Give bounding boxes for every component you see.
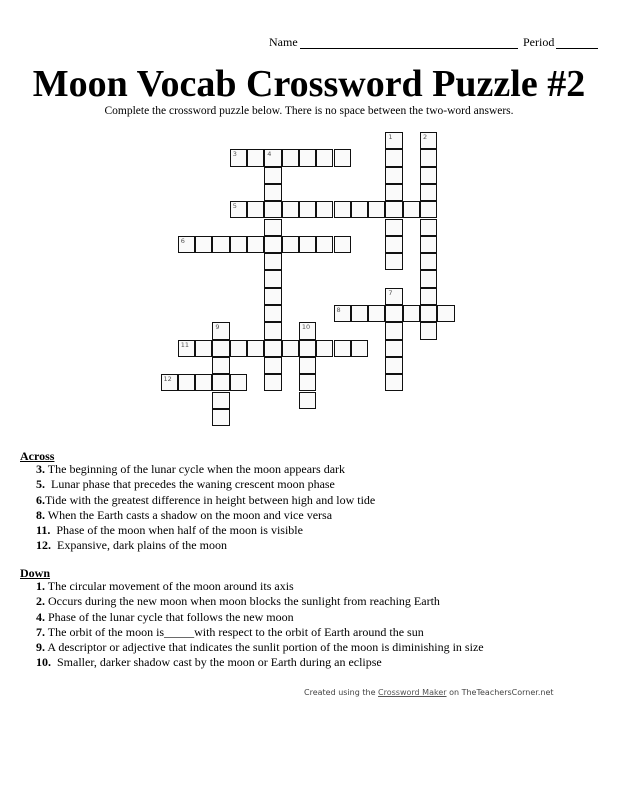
grid-cell[interactable]	[385, 167, 402, 184]
down-clues	[36, 579, 484, 671]
grid-cell[interactable]	[351, 201, 368, 218]
clue-item-text: Phase of the lunar cycle that follows the new moon	[45, 609, 294, 624]
grid-cell[interactable]	[178, 236, 195, 253]
grid-cell[interactable]	[334, 201, 351, 218]
grid-cell[interactable]	[316, 340, 333, 357]
clue-item	[36, 594, 484, 609]
name-field[interactable]	[300, 48, 518, 49]
grid-cell[interactable]	[212, 236, 229, 253]
clue-item-number: 2.	[36, 594, 45, 609]
clue-item-text: Phase of the moon when half of the moon is visible	[50, 523, 303, 538]
clue-item-text: A descriptor or adjective that indicates the sunlit portion of the moon is diminishing in size	[45, 640, 484, 655]
grid-cell[interactable]	[385, 201, 402, 218]
grid-cell[interactable]	[247, 340, 264, 357]
grid-cell[interactable]	[420, 132, 437, 149]
grid-cell[interactable]	[385, 340, 402, 357]
grid-cell[interactable]	[195, 374, 212, 391]
clue-item-text: The orbit of the moon is_____with respect to the orbit of Earth around the sun	[45, 624, 424, 639]
grid-cell[interactable]	[385, 149, 402, 166]
clue-item-text: The beginning of the lunar cycle when the moon appears dark	[45, 462, 346, 476]
clue-item-number: 5.	[36, 477, 45, 492]
grid-cell[interactable]	[230, 149, 247, 166]
clue-item-number: 6.	[36, 492, 45, 507]
grid-cell[interactable]	[212, 374, 229, 391]
grid-cell[interactable]	[385, 132, 402, 149]
clue-item-number: 11.	[36, 523, 51, 538]
grid-cell[interactable]	[420, 149, 437, 166]
grid-cell[interactable]	[351, 305, 368, 322]
grid-cell[interactable]	[351, 340, 368, 357]
clue-item-number: 7.	[36, 624, 45, 639]
grid-cell[interactable]	[437, 305, 454, 322]
grid-cell[interactable]	[420, 253, 437, 270]
grid-cell[interactable]	[230, 236, 247, 253]
down-heading: Down	[20, 566, 51, 580]
clue-number: 11	[180, 340, 190, 349]
grid-cell[interactable]	[230, 340, 247, 357]
grid-cell[interactable]	[264, 219, 281, 236]
clue-item-number: 10.	[36, 655, 51, 670]
grid-cell[interactable]	[420, 167, 437, 184]
grid-cell[interactable]	[264, 357, 281, 374]
grid-cell[interactable]	[385, 288, 402, 305]
clue-number: 12	[163, 375, 172, 384]
grid-cell[interactable]	[403, 201, 420, 218]
grid-cell[interactable]	[420, 288, 437, 305]
grid-cell[interactable]	[195, 340, 212, 357]
grid-cell[interactable]	[385, 236, 402, 253]
crossword-maker-link[interactable]: Crossword Maker	[378, 688, 447, 697]
grid-cell[interactable]	[334, 149, 351, 166]
clue-item-text: The circular movement of the moon around its axis	[45, 579, 294, 593]
grid-cell[interactable]	[264, 322, 281, 339]
grid-cell[interactable]	[212, 392, 229, 409]
clue-item-text: Expansive, dark plains of the moon	[51, 538, 227, 553]
clue-item	[36, 625, 484, 640]
clue-item-text: Tide with the greatest difference in height between high and low tide	[45, 492, 376, 507]
clue-item-number: 1.	[36, 579, 45, 593]
grid-cell[interactable]	[264, 149, 281, 166]
clue-number: 3	[232, 150, 237, 159]
clue-item-number: 4.	[36, 609, 45, 624]
grid-cell[interactable]	[299, 149, 316, 166]
grid-cell[interactable]	[368, 305, 385, 322]
grid-cell[interactable]	[299, 201, 316, 218]
grid-cell[interactable]	[385, 374, 402, 391]
grid-cell[interactable]	[212, 357, 229, 374]
period-label: Period	[523, 35, 555, 49]
grid-cell[interactable]	[212, 409, 229, 426]
across-heading: Across	[20, 449, 55, 463]
grid-cell[interactable]	[282, 340, 299, 357]
crossword-grid	[161, 132, 481, 432]
grid-cell[interactable]	[264, 184, 281, 201]
grid-cell[interactable]	[282, 236, 299, 253]
grid-cell[interactable]	[264, 201, 281, 218]
grid-cell[interactable]	[299, 322, 316, 339]
clue-item	[36, 508, 375, 523]
grid-cell[interactable]	[264, 270, 281, 287]
clue-item	[36, 477, 375, 492]
grid-cell[interactable]	[212, 322, 229, 339]
grid-cell[interactable]	[420, 219, 437, 236]
grid-cell[interactable]	[403, 305, 420, 322]
grid-cell[interactable]	[178, 340, 195, 357]
grid-cell[interactable]	[385, 184, 402, 201]
grid-cell[interactable]	[334, 305, 351, 322]
instructions: Complete the crossword puzzle below. There is no space between the two-word answers.	[104, 105, 514, 117]
grid-cell[interactable]	[420, 270, 437, 287]
grid-cell[interactable]	[247, 236, 264, 253]
clue-item	[36, 523, 375, 538]
grid-cell[interactable]	[316, 149, 333, 166]
grid-cell[interactable]	[420, 322, 437, 339]
clue-number: 10	[301, 323, 311, 332]
grid-cell[interactable]	[299, 374, 316, 391]
grid-cell[interactable]	[334, 340, 351, 357]
grid-cell[interactable]	[385, 219, 402, 236]
grid-cell[interactable]	[264, 236, 281, 253]
grid-cell[interactable]	[420, 184, 437, 201]
grid-cell[interactable]	[230, 374, 247, 391]
grid-cell[interactable]	[299, 340, 316, 357]
grid-cell[interactable]	[264, 305, 281, 322]
name-label: Name	[269, 35, 298, 49]
grid-cell[interactable]	[161, 374, 178, 391]
grid-cell[interactable]	[420, 201, 437, 218]
grid-cell[interactable]	[420, 305, 437, 322]
grid-cell[interactable]	[299, 357, 316, 374]
footer-suffix: on TheTeachersCorner.net	[446, 688, 554, 697]
clue-item	[36, 493, 375, 508]
grid-cell[interactable]	[264, 288, 281, 305]
clue-number: 4	[267, 150, 272, 159]
grid-cell[interactable]	[282, 201, 299, 218]
period-field[interactable]	[556, 48, 598, 49]
grid-cell[interactable]	[264, 253, 281, 270]
grid-cell[interactable]	[264, 374, 281, 391]
grid-cell[interactable]	[264, 340, 281, 357]
clue-number: 8	[336, 306, 341, 314]
clue-item-number: 8.	[36, 507, 45, 522]
clue-item-text: Smaller, darker shadow cast by the moon or Earth during an eclipse	[51, 655, 382, 670]
clue-item-text: Lunar phase that precedes the waning crescent moon phase	[45, 477, 335, 492]
clue-item-number: 3.	[36, 462, 45, 476]
grid-cell[interactable]	[282, 149, 299, 166]
grid-cell[interactable]	[368, 201, 385, 218]
grid-cell[interactable]	[178, 374, 195, 391]
grid-cell[interactable]	[247, 149, 264, 166]
clue-item-text: When the Earth casts a shadow on the moon and vice versa	[45, 507, 333, 522]
grid-cell[interactable]	[420, 236, 437, 253]
grid-cell[interactable]	[212, 340, 229, 357]
grid-cell[interactable]	[195, 236, 212, 253]
grid-cell[interactable]	[299, 392, 316, 409]
grid-cell[interactable]	[385, 322, 402, 339]
across-clues	[36, 462, 375, 554]
grid-cell[interactable]	[385, 357, 402, 374]
grid-cell[interactable]	[264, 167, 281, 184]
grid-cell[interactable]	[334, 236, 351, 253]
clue-item	[36, 655, 484, 670]
grid-cell[interactable]	[316, 236, 333, 253]
clue-item	[36, 462, 375, 477]
clue-number: 9	[215, 323, 220, 332]
clue-number: 1	[388, 133, 393, 141]
clue-item-number: 9.	[36, 640, 45, 655]
clue-number: 5	[232, 202, 237, 211]
clue-item	[36, 579, 484, 594]
grid-cell[interactable]	[385, 253, 402, 270]
clue-item-text: Occurs during the new moon when moon blocks the sunlight from reaching Earth	[45, 594, 440, 609]
grid-cell[interactable]	[316, 201, 333, 218]
clue-item	[36, 610, 484, 625]
clue-number: 7	[388, 288, 393, 297]
footer-prefix: Created using the	[304, 688, 379, 697]
grid-cell[interactable]	[385, 305, 402, 322]
grid-cell[interactable]	[230, 201, 247, 218]
clue-number: 2	[423, 133, 428, 141]
clue-item	[36, 538, 375, 553]
clue-number: 6	[180, 236, 185, 245]
clue-item-number: 12.	[36, 538, 51, 553]
page-title: Moon Vocab Crossword Puzzle #2	[32, 63, 586, 105]
clue-item	[36, 640, 484, 655]
footer-credit	[304, 688, 554, 697]
grid-cell[interactable]	[299, 236, 316, 253]
grid-cell[interactable]	[247, 201, 264, 218]
